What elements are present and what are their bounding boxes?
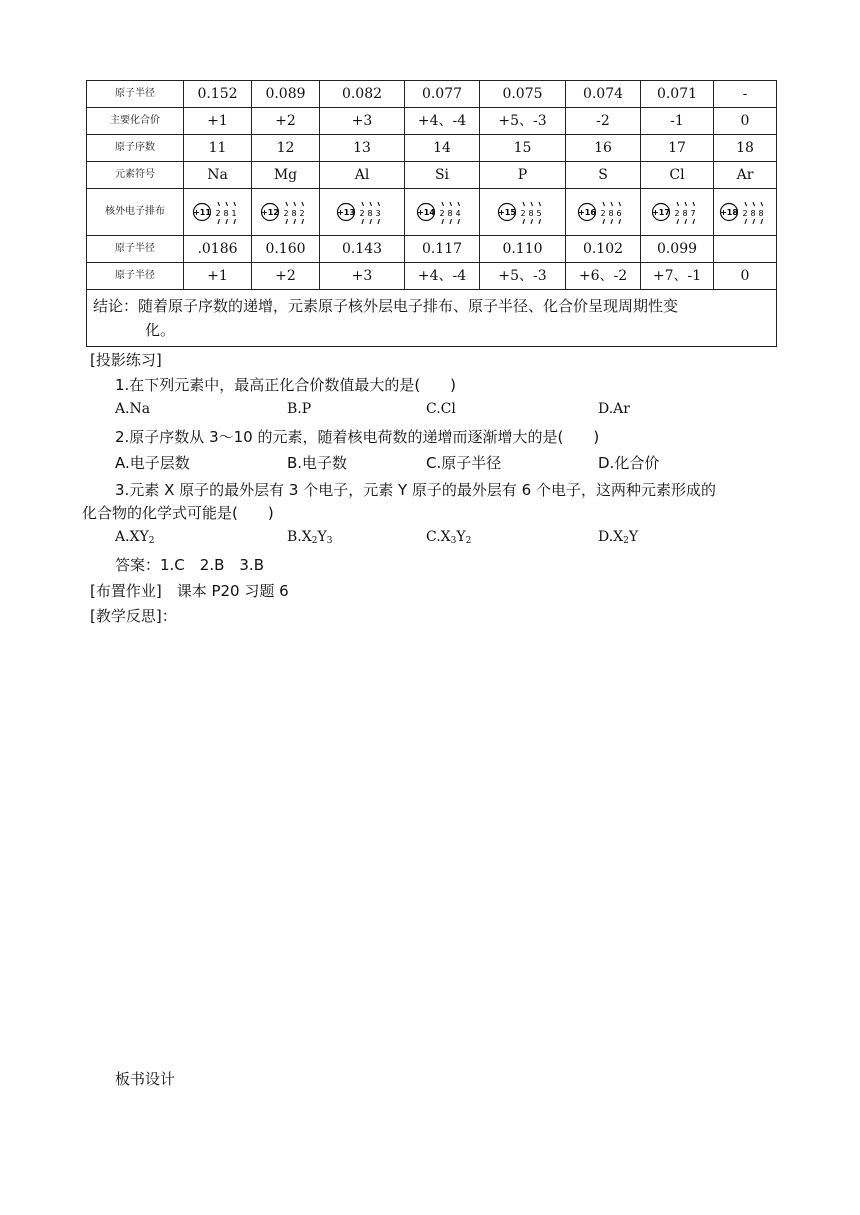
row-header: 主要化合价 [87, 108, 184, 135]
table-cell: 16 [566, 135, 641, 162]
q1-option-c: C.Cl [426, 401, 456, 417]
periodic-properties-table [86, 80, 777, 347]
atom-structure-diagram [192, 197, 244, 227]
table-cell: Na [184, 162, 252, 189]
shell-electron-count: 8 [758, 209, 764, 218]
shell-electron-count: 8 [290, 209, 297, 218]
table-cell: 0 [714, 263, 777, 290]
table-cell: +3 [320, 108, 405, 135]
nucleus-charge: +18 [720, 208, 738, 217]
row-header: 原子半径 [87, 236, 184, 263]
q3-option-c [426, 529, 471, 546]
nucleus-charge: +17 [652, 208, 670, 217]
electron-shell-arc [611, 219, 613, 224]
table-cell: 0.099 [641, 236, 714, 263]
atom-structure-diagram [651, 197, 703, 227]
shell-electron-count: 2 [214, 209, 221, 218]
table-cell: 0 [714, 108, 777, 135]
table-cell: Si [405, 162, 480, 189]
q3-d-base2: Y [628, 529, 639, 545]
electron-shell-arc [531, 202, 533, 206]
nucleus-charge: +11 [192, 208, 211, 217]
electron-config-cell [320, 189, 405, 236]
row-header: 元素符号 [87, 162, 184, 189]
shell-electron-count: 3 [375, 209, 381, 218]
electron-shell-arc [218, 219, 220, 224]
table-cell: 18 [714, 135, 777, 162]
table-cell: 0.152 [184, 81, 252, 108]
table-cell: -2 [566, 108, 641, 135]
electron-shell-arc [761, 219, 763, 224]
table-row [87, 135, 777, 162]
electron-shell-arc [685, 219, 687, 224]
electron-shell-arc [539, 202, 541, 206]
table-row [87, 263, 777, 290]
table-cell: 0.117 [405, 236, 480, 263]
table-cell: - [714, 81, 777, 108]
electron-shell-arc [442, 219, 444, 224]
atom-structure-diagram [260, 197, 312, 227]
shell-electron-count: 5 [535, 209, 542, 218]
homework: [布置作业] 课本 P20 习题 6 [90, 582, 289, 600]
q3-d-base1: D.X [598, 529, 624, 545]
electron-shell-arc [619, 202, 621, 206]
shell-electron-count: 8 [608, 209, 614, 218]
table-cell: +4、-4 [405, 263, 480, 290]
atom-structure-diagram [336, 197, 388, 227]
table-cell: 14 [405, 135, 480, 162]
atom-structure-diagram [416, 197, 468, 227]
conclusion-cell [87, 290, 777, 347]
electron-config-cell [405, 189, 480, 236]
electron-config-cell [480, 189, 566, 236]
electron-shell-arc [226, 219, 228, 224]
shell-electron-count: 8 [367, 209, 373, 218]
q3-option-b [287, 529, 332, 546]
table-cell: 0.077 [405, 81, 480, 108]
q3-b-sub2: 3 [326, 536, 333, 546]
nucleus-charge: +16 [578, 208, 596, 217]
q1-option-d: D.Ar [598, 401, 630, 417]
nucleus-charge: +12 [260, 208, 279, 217]
row-header: 原子半径 [87, 81, 184, 108]
q3-c-base2: Y [456, 529, 466, 545]
table-cell [714, 236, 777, 263]
table-cell: 0.110 [480, 236, 566, 263]
shell-electron-count: 2 [519, 209, 526, 218]
shell-electron-count: 8 [750, 209, 756, 218]
atom-structure-diagram [577, 197, 629, 227]
electron-shell-arc [677, 202, 679, 206]
table-cell: +2 [252, 263, 320, 290]
electron-shell-arc [370, 202, 372, 206]
table-cell: 0.075 [480, 81, 566, 108]
table-cell: Mg [252, 162, 320, 189]
practice-heading: [投影练习] [90, 351, 162, 369]
table-cell: 0.143 [320, 236, 405, 263]
electron-shell-arc [523, 202, 525, 206]
table-cell: 15 [480, 135, 566, 162]
table-row [87, 236, 777, 263]
question-2: 2.原子序数从 3～10 的元素，随着核电荷数的递增而逐渐增大的是( ) [115, 428, 600, 446]
electron-shell-arc [531, 219, 533, 224]
electron-shell-arc [378, 202, 380, 206]
electron-shell-arc [458, 202, 460, 206]
nucleus-charge: +14 [417, 208, 435, 217]
table-cell: +5、-3 [480, 108, 566, 135]
electron-shell-arc [693, 219, 695, 224]
electron-shell-arc [234, 219, 236, 224]
electron-shell-arc [378, 219, 380, 224]
electron-shell-arc [761, 202, 763, 206]
q1-option-b: B.P [287, 401, 312, 417]
nucleus-charge: +15 [497, 208, 516, 217]
table-cell: 0.071 [641, 81, 714, 108]
table-cell: .0186 [184, 236, 252, 263]
row-header: 原子序数 [87, 135, 184, 162]
q3-b-base2: Y [317, 529, 327, 545]
conclusion-line-2: 化。 [145, 321, 176, 339]
shell-electron-count: 2 [600, 209, 606, 218]
electron-config-cell [184, 189, 252, 236]
shell-electron-count: 2 [282, 209, 289, 218]
electron-shell-arc [294, 219, 296, 224]
electron-shell-arc [619, 219, 621, 224]
electron-shell-arc [302, 219, 304, 224]
shell-electron-count: 8 [527, 209, 534, 218]
q2-option-b: B.电子数 [287, 454, 348, 472]
shell-electron-count: 6 [616, 209, 622, 218]
shell-electron-count: 1 [230, 209, 237, 218]
question-3-line-2: 化合物的化学式可能是( ) [82, 504, 274, 522]
table-cell: +6、-2 [566, 263, 641, 290]
electron-shell-arc [442, 202, 444, 206]
table-cell: Cl [641, 162, 714, 189]
shell-electron-count: 4 [455, 209, 461, 218]
electron-shell-arc [539, 219, 541, 224]
table-cell: 0.089 [252, 81, 320, 108]
row-header: 核外电子排布 [87, 189, 184, 236]
q1-option-a: A.Na [115, 401, 151, 417]
electron-shell-arc [286, 219, 288, 224]
table-cell: +1 [184, 108, 252, 135]
electron-shell-arc [523, 219, 525, 224]
answers: 答案：1.C 2.B 3.B [115, 556, 264, 574]
electron-shell-arc [745, 202, 747, 206]
electron-config-cell [714, 189, 777, 236]
row-header: 原子半径 [87, 263, 184, 290]
shell-electron-count: 8 [447, 209, 453, 218]
q3-d-sub1: 2 [623, 536, 629, 546]
table-cell: 0.074 [566, 81, 641, 108]
question-1: 1.在下列元素中，最高正化合价数值最大的是( ) [115, 376, 457, 394]
table-row [87, 81, 777, 108]
table-cell: -1 [641, 108, 714, 135]
q2-option-d: D.化合价 [598, 454, 660, 472]
electron-shell-arc [753, 202, 755, 206]
electron-shell-arc [294, 202, 296, 206]
electron-shell-arc [753, 219, 755, 224]
electron-shell-arc [286, 202, 288, 206]
electron-shell-arc [370, 219, 372, 224]
electron-shell-arc [603, 202, 605, 206]
table-cell: +7、-1 [641, 263, 714, 290]
table-cell: +1 [184, 263, 252, 290]
table-cell: 12 [252, 135, 320, 162]
electron-shell-arc [218, 202, 220, 206]
electron-shell-arc [450, 202, 452, 206]
shell-electron-count: 2 [298, 209, 305, 218]
table-cell: 17 [641, 135, 714, 162]
electron-shell-arc [302, 202, 304, 206]
electron-shell-arc [693, 202, 695, 206]
electron-config-cell [641, 189, 714, 236]
electron-shell-arc [611, 202, 613, 206]
electron-config-cell [252, 189, 320, 236]
table-cell: 0.160 [252, 236, 320, 263]
table-cell: +5、-3 [480, 263, 566, 290]
electron-shell-arc [745, 219, 747, 224]
shell-electron-count: 2 [439, 209, 445, 218]
conclusion-line-1: 结论：随着原子序数的递增，元素原子核外层电子排布、原子半径、化合价呈现周期性变 [93, 297, 679, 315]
table-cell: S [566, 162, 641, 189]
table-cell: Ar [714, 162, 777, 189]
electron-shell-arc [458, 219, 460, 224]
table-row [87, 162, 777, 189]
electron-shell-arc [226, 202, 228, 206]
electron-shell-arc [362, 219, 364, 224]
electron-shell-arc [677, 219, 679, 224]
table-row [87, 189, 777, 236]
q3-option-d [598, 529, 638, 546]
q2-option-c: C.原子半径 [426, 454, 502, 472]
shell-electron-count: 8 [222, 209, 229, 218]
q3-b-sub1: 2 [311, 536, 318, 546]
board-design: 板书设计 [115, 1070, 176, 1088]
shell-electron-count: 2 [742, 209, 748, 218]
teaching-reflection: [教学反思]： [90, 607, 177, 625]
atom-structure-diagram [497, 197, 549, 227]
atom-structure-diagram [719, 197, 771, 227]
table-cell: 0.102 [566, 236, 641, 263]
electron-shell-arc [685, 202, 687, 206]
q3-b-base1: B.X [287, 529, 312, 545]
q2-option-a: A.电子层数 [115, 454, 190, 472]
shell-electron-count: 2 [674, 209, 680, 218]
table-cell: Al [320, 162, 405, 189]
table-cell: +3 [320, 263, 405, 290]
electron-shell-arc [603, 219, 605, 224]
table-cell: 11 [184, 135, 252, 162]
q3-c-sub2: 2 [465, 536, 472, 546]
table-cell: +4、-4 [405, 108, 480, 135]
table-cell: 13 [320, 135, 405, 162]
q3-a-sub: 2 [148, 536, 155, 546]
shell-electron-count: 7 [690, 209, 696, 218]
shell-electron-count: 8 [682, 209, 688, 218]
q3-c-sub1: 3 [450, 536, 457, 546]
electron-config-cell [566, 189, 641, 236]
nucleus-charge: +13 [337, 208, 355, 217]
q3-option-a [115, 529, 155, 546]
electron-shell-arc [362, 202, 364, 206]
electron-shell-arc [450, 219, 452, 224]
q3-a-base: A.XY [115, 529, 149, 545]
table-cell: P [480, 162, 566, 189]
table-cell: +2 [252, 108, 320, 135]
question-3-line-1: 3.元素 X 原子的最外层有 3 个电子，元素 Y 原子的最外层有 6 个电子，这两种元素形成的 [115, 481, 716, 499]
electron-shell-arc [234, 202, 236, 206]
table-cell: 0.082 [320, 81, 405, 108]
q3-c-base1: C.X [426, 529, 451, 545]
table-row [87, 108, 777, 135]
shell-electron-count: 2 [359, 209, 365, 218]
